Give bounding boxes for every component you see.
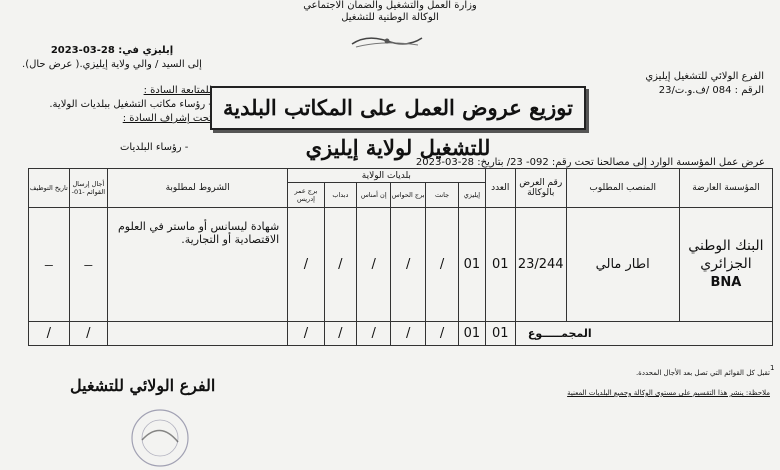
table-row bbox=[29, 207, 773, 321]
total-deadline: / bbox=[69, 321, 107, 345]
ministry-name: وزارة العمل والتشغيل والضمان الاجتماعي bbox=[303, 0, 477, 11]
muni-header-djanet: جانت bbox=[425, 183, 458, 207]
header-post: المنصب المطلوب bbox=[566, 169, 679, 208]
page-header bbox=[250, 0, 530, 24]
cell-count: 01 bbox=[485, 207, 515, 321]
muni-header-bordj-el-haouas: برج الحواس bbox=[391, 183, 425, 207]
sender-block bbox=[624, 70, 764, 98]
cell-hire-date: ـــ bbox=[29, 207, 70, 321]
offer-reference-line: عرض عمل المؤسسة الوارد إلى مصالحنا تحت رقم: 092- 23/ بتاريخ: 28-03-2023 bbox=[415, 157, 765, 168]
cell-post: اطار مالي bbox=[566, 207, 679, 321]
muni-header-bordj-omar-driss: برج عمر إدريس bbox=[288, 183, 324, 207]
total-muni-bordj-omar-driss: / bbox=[288, 321, 324, 345]
cell-org bbox=[679, 207, 772, 321]
job-offers-table bbox=[28, 168, 773, 346]
cell-conditions: شهادة ليسانس أو ماستر في العلوم الاقتصادية أو التجارية. bbox=[108, 207, 288, 321]
total-muni-debdeb: / bbox=[324, 321, 356, 345]
total-label: المجمـــــوع bbox=[515, 321, 772, 345]
footnote-marker: 1 bbox=[770, 364, 775, 372]
supervision-label: تحت إشراف السادة : bbox=[122, 113, 212, 124]
presidents-line: - رؤساء البلديات bbox=[120, 142, 189, 153]
official-stamp-icon bbox=[120, 400, 200, 470]
letter-date: إيليزي في: 28-03-2023 bbox=[50, 45, 174, 56]
cell-deadline: ـــ bbox=[69, 207, 107, 321]
muni-header-debdeb: دبداب bbox=[324, 183, 356, 207]
cell-muni-bordj-omar-driss: / bbox=[288, 207, 324, 321]
document-title: توزيع عروض العمل على المكاتب البلدية للتشغيل لولاية إيليزي bbox=[210, 86, 586, 130]
branch-name: الفرع الولائي للتشغيل إيليزي bbox=[645, 71, 764, 82]
footer-notes bbox=[480, 368, 770, 398]
total-count: 01 bbox=[485, 321, 515, 345]
followup-label: للمتابعة السادة : bbox=[143, 85, 212, 96]
muni-header-in-amenas: إن أمناس bbox=[357, 183, 391, 207]
total-muni-bordj-el-haouas: / bbox=[391, 321, 425, 345]
header-offer-no: رقم العرض بالوكالة bbox=[515, 169, 566, 208]
cell-offer-no: 23/244 bbox=[515, 207, 566, 321]
agency-logo-icon bbox=[342, 32, 432, 50]
cell-muni-in-amenas: / bbox=[357, 207, 391, 321]
recipients-block bbox=[12, 44, 212, 126]
header-municipalities: بلديات الولاية bbox=[288, 169, 485, 183]
org-abbr: BNA bbox=[710, 274, 742, 290]
followup-item: - رؤساء مكاتب التشغيل ببلديات الولاية. bbox=[49, 99, 212, 110]
cell-muni-djanet: / bbox=[425, 207, 458, 321]
agency-name: الوكالة الوطنية للتشغيل bbox=[341, 12, 439, 23]
note-publication: ملاحظة: ينشر هذا التقسيم على مستوى الوكالة وجميع البلديات المعنية bbox=[567, 389, 770, 397]
header-org: المؤسسة العارضة bbox=[679, 169, 772, 208]
total-muni-in-amenas: / bbox=[357, 321, 391, 345]
reference-line bbox=[624, 84, 764, 98]
table-total-row bbox=[29, 321, 773, 345]
signature-title: الفرع الولائي للتشغيل bbox=[70, 376, 216, 395]
header-hire-date: تاريخ التوظيف bbox=[29, 169, 70, 208]
org-name-line1: البنك الوطني bbox=[688, 237, 764, 254]
header-deadline: أجال إرسال القوائم -01- bbox=[69, 169, 107, 208]
note-deadline: تقبل كل القوائم التي تصل بعد الأجال المحددة. bbox=[635, 369, 770, 377]
total-muni-illizi: 01 bbox=[459, 321, 485, 345]
cell-muni-bordj-el-haouas: / bbox=[391, 207, 425, 321]
header-conditions: الشروط لمطلوبة bbox=[108, 169, 288, 208]
total-muni-djanet: / bbox=[425, 321, 458, 345]
total-hire-date: / bbox=[29, 321, 70, 345]
header-count: العدد bbox=[485, 169, 515, 208]
muni-header-illizi: إيليزي bbox=[459, 183, 485, 207]
recipient-line: إلى السيد / والي ولاية إيليزي.( عرض حال). bbox=[22, 59, 202, 70]
org-name-line2: الجزائري bbox=[700, 255, 752, 272]
cell-muni-debdeb: / bbox=[324, 207, 356, 321]
reference-label: الرقم : bbox=[734, 85, 764, 96]
cell-muni-illizi: 01 bbox=[459, 207, 485, 321]
total-conditions bbox=[108, 321, 288, 345]
reference-value: 084 /ف.و.ت/23 bbox=[658, 85, 732, 96]
